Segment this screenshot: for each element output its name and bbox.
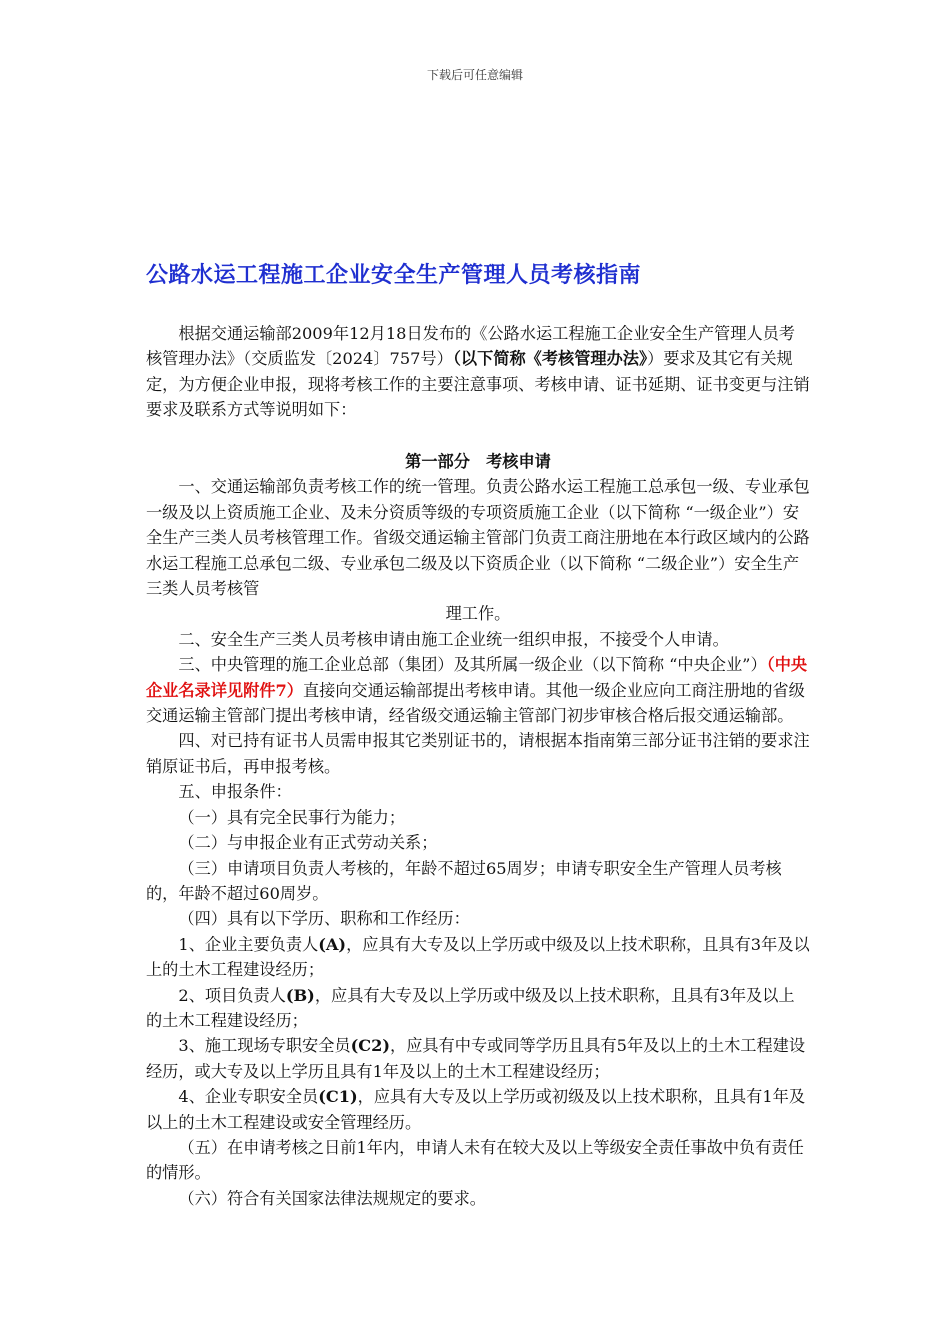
item-4-code: (C1) bbox=[318, 1087, 358, 1107]
item-4 bbox=[146, 1084, 810, 1135]
paragraph-4: 四、对已持有证书人员需申报其它类别证书的，请根据本指南第三部分证书注销的要求注销原证书后，再申报考核。 bbox=[146, 731, 810, 776]
condition-1: （一）具有完全民事行为能力； bbox=[178, 807, 406, 827]
paragraph-5: 五、申报条件： bbox=[178, 782, 292, 802]
section-1 bbox=[146, 449, 810, 1211]
paragraph-3 bbox=[146, 652, 810, 728]
item-1-cont: ，应具有大专及以上学历或中级及以上技术职称，且具有3年及以上的土木工程建设经历； bbox=[146, 934, 810, 980]
condition-3: （三）申请项目负责人考核的，年龄不超过65周岁；申请专职安全生产管理人员考核的，年龄不超过60周岁。 bbox=[146, 858, 782, 903]
item-4-text: 4、企业专职安全员 bbox=[178, 1087, 319, 1107]
item-4-cont: ，应具有大专及以上学历或初级及以上技术职称，且具有1年及以上的土木工程建设或安全管理经历。 bbox=[146, 1087, 806, 1132]
item-2-text: 2、项目负责人 bbox=[178, 985, 286, 1005]
item-2-cont: ，应具有大专及以上学历或中级及以上技术职称，且具有3年及以上的土木工程建设经历； bbox=[146, 985, 795, 1030]
condition-6: （六）符合有关国家法律法规规定的要求。 bbox=[178, 1188, 486, 1208]
intro-text: 根据交通运输部2009年12月18日发布的《公路水运工程施工企业安全生产管理人员考核管理办法》（交质监发〔2024〕757号） bbox=[146, 324, 795, 369]
annex-note: （中央企业名录详见附件7） bbox=[146, 655, 808, 700]
item-1-code: (A) bbox=[318, 934, 347, 954]
paragraph-2: 二、安全生产三类人员考核申请由施工企业统一组织申报，不接受个人申请。 bbox=[178, 629, 729, 649]
item-1-text: 1、企业主要负责人 bbox=[178, 934, 319, 954]
paragraph-3-cont: 直接向交通运输部提出考核申请。其他一级企业应向工商注册地的省级交通运输主管部门提出考核申请，经省级交通运输主管部门初步审核合格后报交通运输部。 bbox=[146, 680, 805, 726]
intro-text-cont: ）要求及其它有关规定，为方便企业申报，现将考核工作的主要注意事项、考核申请、证书延期、证书变更与注销要求及联系方式等说明如下： bbox=[146, 349, 810, 420]
item-2-code: (B) bbox=[285, 985, 315, 1005]
condition-4: （四）具有以下学历、职称和工作经历： bbox=[178, 909, 470, 929]
condition-5: （五）在申请考核之日前1年内，申请人未有在较大及以上等级安全责任事故中负有责任的情形。 bbox=[146, 1137, 804, 1183]
document-title: 公路水运工程施工企业安全生产管理人员考核指南 bbox=[146, 263, 642, 288]
paragraph-1-tail: 理工作。 bbox=[445, 604, 511, 624]
section-heading: 第一部分 考核申请 bbox=[405, 452, 551, 471]
item-3-text: 3、施工现场专职安全员 bbox=[178, 1036, 351, 1056]
intro-paragraph bbox=[146, 321, 810, 423]
item-3-cont: ，应具有中专或同等学历且具有5年及以上的土木工程建设经历，或大专及以上学历且具有1年及以上的土木工程建设经历； bbox=[146, 1036, 806, 1081]
header-note: 下载后可任意编辑 bbox=[426, 68, 523, 82]
condition-2: （二）与申报企业有正式劳动关系； bbox=[178, 833, 438, 853]
paragraph-1: 一、交通运输部负责考核工作的统一管理。负责公路水运工程施工总承包一级、专业承包一级及以上资质施工企业、及未分资质等级的专项资质施工企业（以下简称 “一级企业”）安全生产三类人员考核管理工作。省级交通运输主管部门负责工商注册地在本行政区域内的公路水运工程施工总承包二级、专业承包二级及以下资质企业（以下简称 “二级企业”）安全生产三类人员考核管 bbox=[146, 477, 810, 599]
item-3-code: (C2) bbox=[350, 1036, 391, 1056]
item-1 bbox=[146, 932, 810, 983]
intro-abbrev: （以下简称《考核管理办法》 bbox=[452, 349, 648, 369]
item-3 bbox=[146, 1033, 810, 1084]
paragraph-3-text: 三、中央管理的施工企业总部（集团）及其所属一级企业（以下简称 “中央企业”） bbox=[178, 655, 767, 675]
item-2 bbox=[146, 983, 810, 1034]
